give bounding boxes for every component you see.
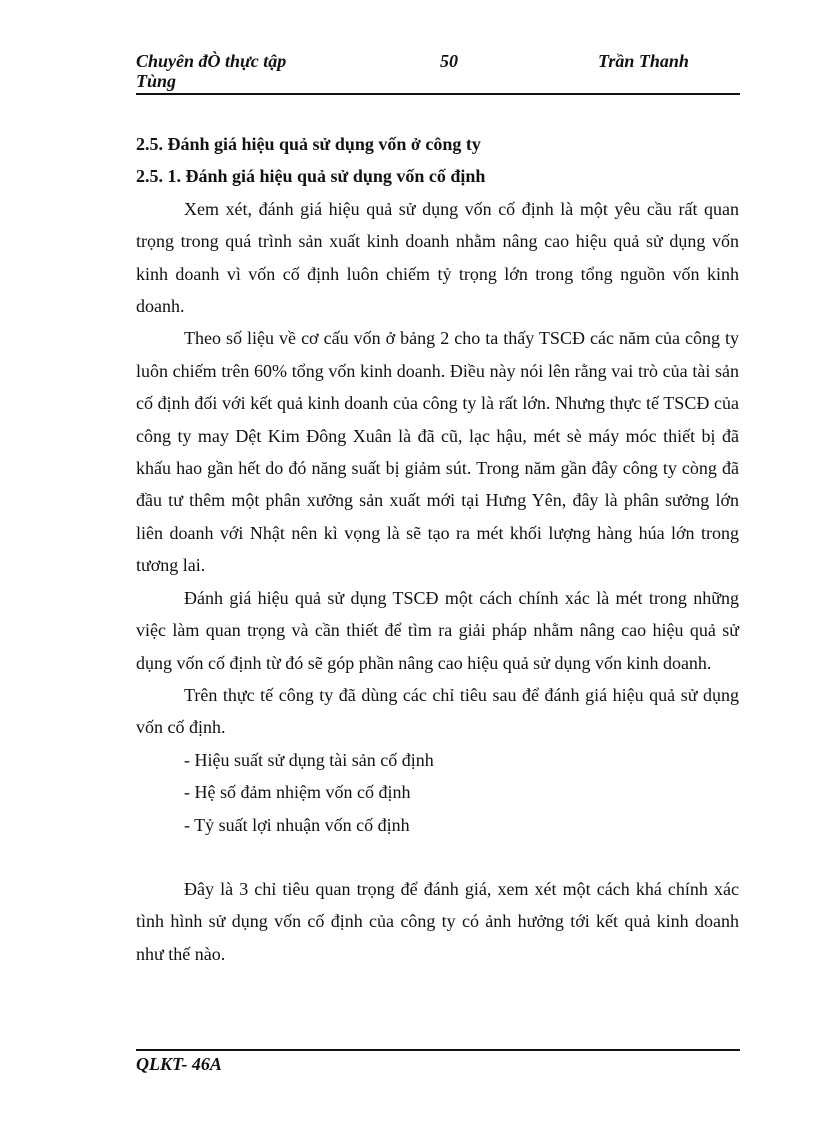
- paragraph: Trên thực tế công ty đã dùng các chỉ tiêu sau để đánh giá hiệu quả sử dụng vốn cố định.: [136, 684, 739, 738]
- header-author-name: Trần Thanh: [598, 51, 689, 71]
- header-author-name-continued: Tùng: [136, 71, 177, 91]
- page-body: [136, 128, 739, 970]
- header-document-title: Chuyên đÒ thực tập: [136, 51, 287, 71]
- page-header: [136, 48, 739, 96]
- footer-label: QLKT- 46A: [136, 1054, 222, 1074]
- header-page-number: 50: [440, 51, 458, 71]
- subsection-heading: 2.5. 1. Đánh giá hiệu quả sử dụng vốn cố định: [136, 166, 486, 187]
- header-divider: [136, 93, 740, 95]
- paragraph: Đánh giá hiệu quả sử dụng TSCĐ một cách chính xác là mét trong những việc làm quan trọng và cần thiết để tìm ra giải pháp nhằm nâng cao hiệu quả sử dụng vốn cố định từ đó sẽ góp phần nâng cao hiệu quả sử dụng vốn kinh doanh.: [136, 587, 739, 673]
- spacer: [136, 841, 739, 873]
- list-item: - Tỷ suất lợi nhuận vốn cố định: [184, 814, 410, 835]
- list-item: - Hệ số đảm nhiệm vốn cố định: [184, 782, 411, 803]
- list-item: - Hiệu suất sử dụng tài sản cố định: [184, 749, 434, 770]
- closing-paragraph: Đây là 3 chỉ tiêu quan trọng để đánh giá, xem xét một cách khá chính xác tình hình sử dụng vốn cố định của công ty có ảnh hưởng tới kết quả kinh doanh như thế nào.: [136, 878, 739, 964]
- paragraph: Xem xét, đánh giá hiệu quả sử dụng vốn cố định là một yêu cầu rất quan trọng trong quá trình sản xuất kinh doanh nhằm nâng cao hiệu quả sử dụng vốn kinh doanh vì vốn cố định luôn chiếm tỷ trọng lớn trong tổng nguồn vốn kinh doanh.: [136, 198, 739, 317]
- paragraph: Theo số liệu về cơ cấu vốn ở bảng 2 cho ta thấy TSCĐ các năm của công ty luôn chiếm trên 60% tổng vốn kinh doanh. Điều này nói lên rằng vai trò của tài sản cố định đối với kết quả kinh doanh của công ty là rất lớn. Nhưng thực tế TSCĐ của công ty may Dệt Kim Đông Xuân là đã cũ, lạc hậu, mét sè máy móc thiết bị đã khấu hao gần hết do đó năng suất bị giảm sút. Trong năm gần đây công ty còng đã đầu tư thêm một phân xưởng sản xuất mới tại Hưng Yên, đây là phân sưởng lớn liên doanh với Nhật nên kì vọng là sẽ tạo ra mét khối lượng hàng húa lớn trong tương lai.: [136, 328, 739, 576]
- footer-divider: [136, 1049, 740, 1051]
- section-heading: 2.5. Đánh giá hiệu quả sử dụng vốn ở công ty: [136, 134, 481, 154]
